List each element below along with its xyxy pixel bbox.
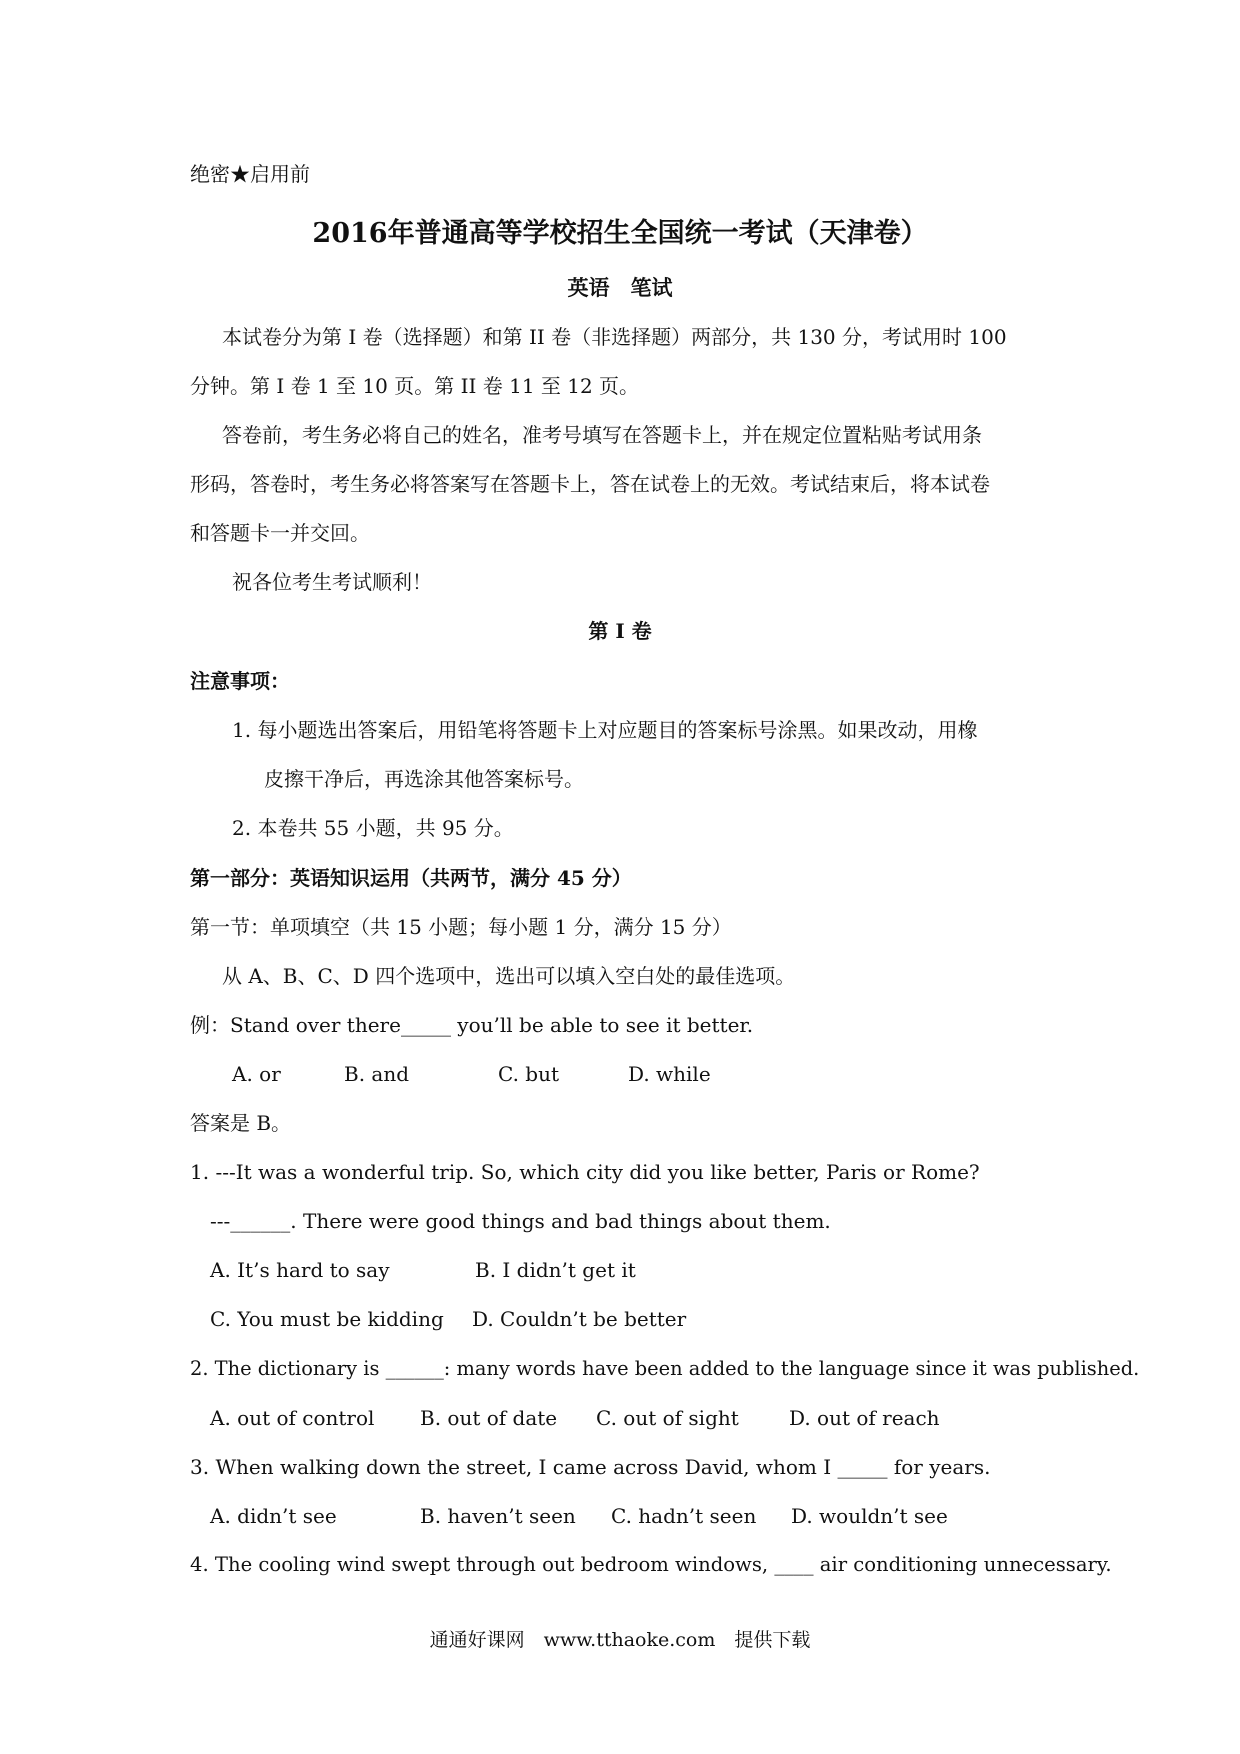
question-2-option-a: A. out of control <box>210 1406 375 1430</box>
exam-subtitle: 英语 笔试 <box>567 275 673 300</box>
example-option-d: D. while <box>628 1062 711 1086</box>
intro-line-4: 形码，答卷时，考生务必将答案写在答题卡上，答在试卷上的无效。考试结束后，将本试卷 <box>190 472 990 496</box>
note-1-continued: 皮擦干净后，再选涂其他答案标号。 <box>264 767 584 791</box>
question-3-option-d: D. wouldn’t see <box>791 1504 948 1528</box>
question-1-option-a: A. It’s hard to say <box>210 1258 390 1282</box>
question-3-option-a: A. didn’t see <box>210 1504 337 1528</box>
intro-line-5: 和答题卡一并交回。 <box>190 521 370 545</box>
volume-title: 第 I 卷 <box>588 619 652 643</box>
question-2-stem: 2. The dictionary is ______: many words have been added to the language since it was published. <box>190 1357 1140 1380</box>
question-1-option-b: B. I didn’t get it <box>475 1258 636 1282</box>
question-4-stem: 4. The cooling wind swept through out bedroom windows, ____ air conditioning unnecessary. <box>190 1553 1112 1576</box>
example-option-c: C. but <box>498 1062 560 1086</box>
example-stem: 例：Stand over there_____ you’ll be able to see it better. <box>190 1013 754 1037</box>
secret-mark: 绝密★启用前 <box>190 162 310 186</box>
question-1-stem-reply: ---______. There were good things and bad things about them. <box>210 1209 831 1233</box>
part1-heading: 第一部分：英语知识运用（共两节，满分 45 分） <box>190 866 632 890</box>
question-3-option-b: B. haven’t seen <box>420 1504 576 1528</box>
question-1-option-c: C. You must be kidding <box>210 1307 444 1331</box>
intro-line-2: 分钟。第 I 卷 1 至 10 页。第 II 卷 11 至 12 页。 <box>190 374 640 398</box>
note-2: 2. 本卷共 55 小题，共 95 分。 <box>232 816 514 840</box>
question-2-option-c: C. out of sight <box>596 1406 739 1430</box>
question-3-stem: 3. When walking down the street, I came across David, whom I _____ for years. <box>190 1455 991 1479</box>
intro-line-3: 答卷前，考生务必将自己的姓名，准考号填写在答题卡上，并在规定位置粘贴考试用条 <box>222 423 982 447</box>
intro-line-1: 本试卷分为第 I 卷（选择题）和第 II 卷（非选择题）两部分，共 130 分，考试用时 100 <box>222 325 1007 349</box>
example-option-b: B. and <box>344 1062 410 1086</box>
section1-heading: 第一节：单项填空（共 15 小题；每小题 1 分，满分 15 分） <box>190 915 732 939</box>
question-2-option-b: B. out of date <box>420 1406 558 1430</box>
example-answer: 答案是 B。 <box>190 1111 292 1135</box>
section1-instruction: 从 A、B、C、D 四个选项中，选出可以填入空白处的最佳选项。 <box>222 964 796 988</box>
good-luck-line: 祝各位考生考试顺利！ <box>232 570 432 594</box>
notes-heading: 注意事项： <box>190 669 290 693</box>
example-option-a: A. or <box>232 1062 281 1086</box>
question-1-stem: 1. ---It was a wonderful trip. So, which city did you like better, Paris or Rome? <box>190 1160 980 1184</box>
question-3-option-c: C. hadn’t seen <box>611 1504 757 1528</box>
exam-title: 2016年普通高等学校招生全国统一考试（天津卷） <box>312 218 928 249</box>
question-1-option-d: D. Couldn’t be better <box>472 1307 687 1331</box>
page-footer: 通通好课网 www.tthaoke.com 提供下载 <box>429 1629 811 1651</box>
question-2-option-d: D. out of reach <box>789 1406 940 1430</box>
note-1: 1. 每小题选出答案后，用铅笔将答题卡上对应题目的答案标号涂黑。如果改动，用橡 <box>232 718 978 742</box>
